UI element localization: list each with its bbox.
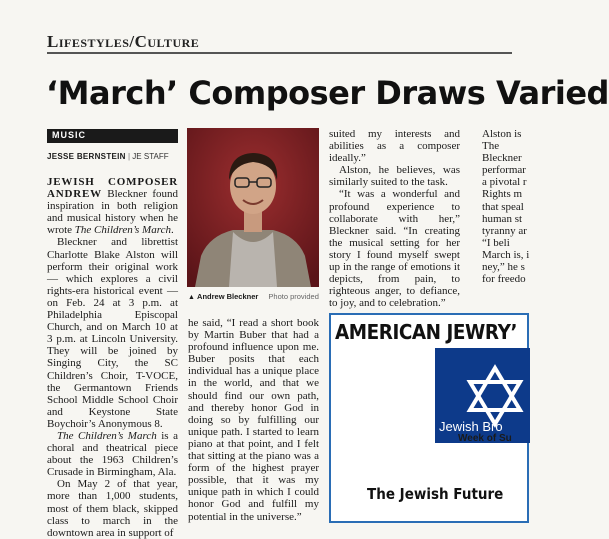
column-4-line: Bleckner <box>482 152 522 165</box>
byline <box>47 152 169 161</box>
paragraph: suited my interests and abilities as a composer ideally.” <box>329 128 460 165</box>
column-4-line: that speal <box>482 200 524 213</box>
paragraph-text: . <box>170 224 174 237</box>
work-title: The Children’s March <box>74 224 171 237</box>
section-rule <box>47 52 512 54</box>
kicker-label: MUSIC <box>47 129 178 143</box>
column-4-line: for freedo <box>482 273 526 286</box>
column-4-line: tyranny ar <box>482 224 527 237</box>
photo-credit: Photo provided <box>268 292 319 301</box>
paragraph: Bleckner and librettist Charlotte Blake Alston will perform their original work — which explores a civil rights-era historical event — on Feb. 24 at 3 p.m. at Philadelphia Episcopal Church, and on March 10 at 3 p.m. at Lincoln University. They will be joined by Singing City, the SC Children’s Choir, T-VOCE, the Germantown Friends School Middle School Choir and Keystone State Boychoir’s Anonymous 8. <box>47 236 178 430</box>
portrait-image <box>187 128 319 287</box>
headline: ‘March’ Composer Draws Varied <box>46 74 609 112</box>
article-column-2 <box>188 317 319 523</box>
byline-name: JESSE BERNSTEIN <box>47 152 126 161</box>
paragraph: Alston, he believes, was similarly suited to the task. <box>329 164 460 189</box>
column-4-line: performar <box>482 164 526 177</box>
tv-advertisement[interactable] <box>329 313 529 523</box>
column-4-line: a pivotal r <box>482 176 527 189</box>
ad-title: AMERICAN JEWRY’ <box>335 320 517 344</box>
article-column-4 <box>482 128 530 286</box>
ad-screen <box>435 348 530 443</box>
caption-text: Andrew Bleckner <box>197 292 259 301</box>
paragraph: On May 2 of that year, more than 1,000 students, most of them black, skipped class to march in the downtown area in support of <box>47 478 178 539</box>
byline-separator: | <box>127 152 131 161</box>
caption-triangle-icon: ▲ <box>188 294 195 301</box>
column-4-line: Alston is <box>482 128 522 140</box>
article-photo <box>187 128 319 287</box>
article-column-3 <box>329 128 460 309</box>
section-header: Lifestyles/Culture <box>47 32 200 51</box>
ad-screen-text: Jewish Bro <box>439 419 503 434</box>
column-4-line: The <box>482 140 500 153</box>
paragraph: he said, “I read a short book by Martin Buber that had a profound influence upon me. Buber posits that each individual has a unique place in the world, and that we should find our own path, and thereby honor God in doing so by fulfilling our unique path. I started to learn piano at that point, and I felt that sitting at the piano was a form of the highest prayer possible, that it was my unique path in which I could honor God and fulfill my potential in the universe.” <box>188 317 319 523</box>
column-4-line: ney,” he s <box>482 261 525 274</box>
column-4-line: Rights m <box>482 188 523 201</box>
ad-subtitle: Week of Su <box>458 433 512 444</box>
byline-role: JE STAFF <box>132 152 169 161</box>
column-4-line: human st <box>482 212 523 225</box>
paragraph <box>47 430 178 478</box>
paragraph: “It was a wonderful and profound experience to collaborate with her,” Bleckner said. “In creating the musical setting for her story I found myself swept up in the range of emotions it depicts, from pain, to righteous anger, to defiance, to joy, and to celebration.” <box>329 188 460 310</box>
paragraph-text: is a choral and theatrical piece about the 1963 Children’s Crusade in Birmingham, Ala. <box>47 429 178 479</box>
ad-show-title: The Jewish Future <box>367 485 504 503</box>
paragraph <box>47 176 178 236</box>
column-4-line: “I beli <box>482 236 510 249</box>
lead-caps: JEWISH COMPOSER ANDREW <box>47 176 178 201</box>
article-column-1 <box>47 176 178 539</box>
photo-caption <box>188 292 319 301</box>
column-4-line: March is, i <box>482 248 530 261</box>
work-title: The Children’s March <box>57 429 157 442</box>
paragraph-text: Bleckner found inspiration in both religion and musical history when he wrote <box>47 188 178 237</box>
